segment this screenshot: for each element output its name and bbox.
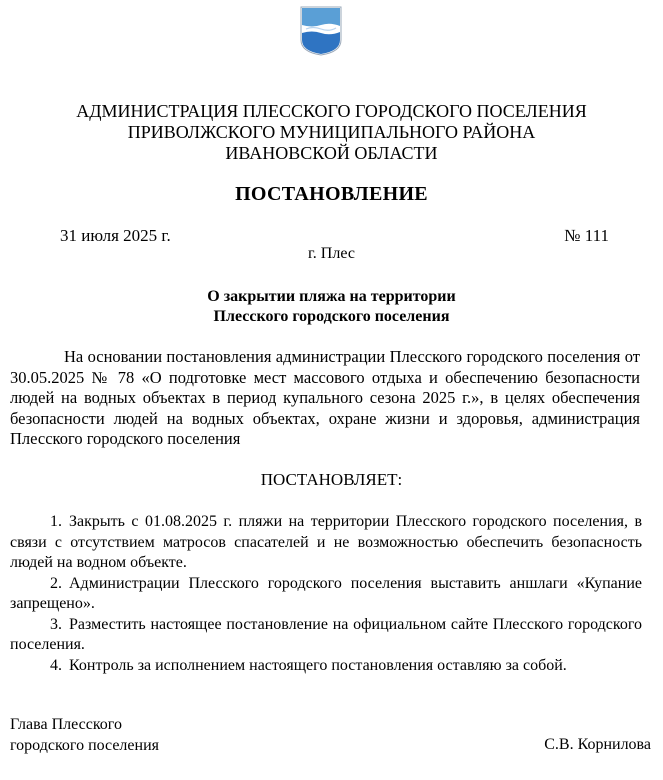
decree-items-list <box>10 512 642 676</box>
item-text: Контроль за исполнением настоящего постановления оставляю за собой. <box>69 656 567 674</box>
document-subject <box>0 287 663 327</box>
document-date: 31 июля 2025 г. <box>60 226 171 245</box>
issuer-line-1: АДМИНИСТРАЦИЯ ПЛЕССКОГО ГОРОДСКОГО ПОСЕЛЕНИЯ <box>76 101 587 121</box>
subject-line-2: Плесского городского поселения <box>213 308 450 325</box>
plyos-coat-of-arms-icon <box>300 6 342 56</box>
basis-text: На основании постановления администрации Плесского городского поселения от 30.05.2025 № 78 «О подготовке мест массового отдыха и обеспечению безопасности людей на водных объектах в период купального сезона 2025 г.», в целях обеспечения безопасности людей на водных объектах, охране жизни и здоровья, администрация Плесского городского поселения <box>10 347 640 448</box>
issuer-line-3: ИВАНОВСКОЙ ОБЛАСТИ <box>225 143 438 163</box>
item-number: 1. <box>50 513 62 530</box>
signatory-position-line-2: городского поселения <box>10 736 159 754</box>
document-city: г. Плес <box>308 245 355 262</box>
item-number: 3. <box>50 615 62 633</box>
item-text: Администрации Плесского городского поселения выставить аншлаги «Купание запрещено». <box>10 574 642 612</box>
item-text: Разместить настоящее постановление на официальном сайте Плесского городского поселения. <box>10 615 642 653</box>
issuer-header <box>0 101 663 164</box>
issuer-line-2: ПРИВОЛЖСКОГО МУНИЦИПАЛЬНОГО РАЙОНА <box>127 122 536 142</box>
document-type-title: ПОСТАНОВЛЕНИЕ <box>235 183 428 205</box>
item-number: 4. <box>50 656 62 674</box>
subject-line-1: О закрытии пляжа на территории <box>207 288 456 305</box>
decree-item-1 <box>10 512 642 574</box>
signatory-name: С.В. Корнилова <box>544 736 651 753</box>
signatory-position-line-1: Глава Плесского <box>10 716 122 733</box>
decree-item-2 <box>10 574 642 615</box>
document-number: № 111 <box>564 226 609 245</box>
decree-item-3 <box>10 615 642 656</box>
decree-heading: ПОСТАНОВЛЯЕТ: <box>260 470 403 489</box>
item-text: Закрыть с 01.08.2025 г. пляжи на территории Плесского городского поселения, в связи с отсутствием матросов спасателей и не возможностью обеспечить безопасность людей на водном объекте. <box>10 513 642 571</box>
signatory-position <box>10 715 159 756</box>
basis-paragraph <box>10 347 640 450</box>
item-number: 2. <box>50 574 62 592</box>
decree-item-4 <box>10 656 642 677</box>
